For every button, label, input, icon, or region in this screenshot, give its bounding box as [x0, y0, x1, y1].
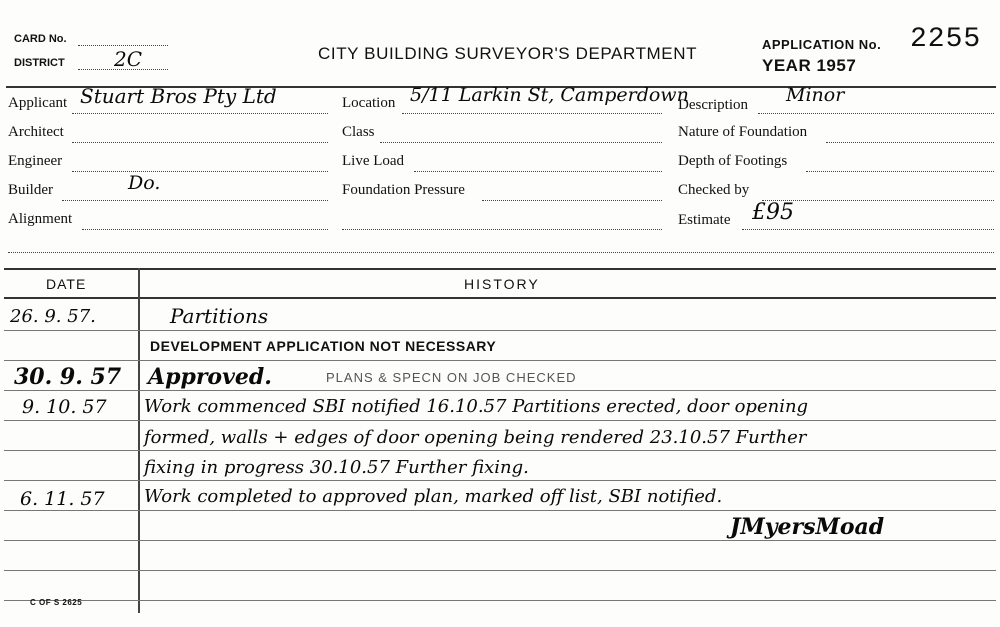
date-column-divider: [138, 268, 140, 613]
entry-3-date: 30. 9. 57: [14, 364, 122, 390]
depth-of-footings-label: Depth of Footings: [678, 153, 788, 169]
estimate-value: £95: [752, 200, 794, 225]
inspector-signature: JMyersMoad: [730, 514, 885, 540]
live-load-label: Live Load: [342, 153, 405, 169]
entry-5-text: Work completed to approved plan, marked off list, SBI notified.: [144, 486, 723, 507]
date-header: DATE: [46, 276, 87, 292]
entry-1-text: Partitions: [170, 304, 269, 328]
entry-4-date: 9. 10. 57: [22, 396, 107, 418]
foundation-pressure-label: Foundation Pressure: [342, 182, 465, 198]
class-label: Class: [342, 124, 375, 140]
application-no-value: 2255: [910, 24, 982, 55]
location-label: Location: [342, 95, 396, 111]
district-value: 2C: [114, 47, 143, 71]
district-label: DISTRICT: [14, 57, 65, 69]
engineer-label: Engineer: [8, 153, 63, 169]
builder-label: Builder: [8, 182, 53, 198]
architect-label: Architect: [8, 124, 64, 140]
alignment-label: Alignment: [8, 211, 73, 227]
estimate-label: Estimate: [678, 212, 731, 228]
history-header: HISTORY: [464, 276, 540, 292]
location-value: 5/11 Larkin St, Camperdown: [410, 84, 689, 106]
description-label: Description: [678, 97, 748, 113]
card-no-label: CARD No.: [14, 33, 67, 45]
applicant-label: Applicant: [8, 95, 68, 111]
checked-by-label: Checked by: [678, 182, 750, 198]
nature-of-foundation-label: Nature of Foundation: [678, 124, 808, 140]
entry-4-text: Work commenced SBI notified 16.10.57 Partitions erected, door opening: [144, 396, 809, 417]
entry-5-date: 6. 11. 57: [20, 488, 105, 510]
entry-2-text: DEVELOPMENT APPLICATION NOT NECESSARY: [150, 338, 497, 354]
builder-value: Do.: [128, 172, 161, 194]
department-title: CITY BUILDING SURVEYOR'S DEPARTMENT: [318, 44, 698, 63]
entry-3-text: Approved.: [148, 364, 272, 390]
applicant-value: Stuart Bros Pty Ltd: [80, 84, 277, 108]
plans-checked-stamp: PLANS & SPECN ON JOB CHECKED: [326, 370, 577, 385]
application-no-label: APPLICATION No.: [762, 37, 882, 52]
form-code: C OF S 2625: [30, 598, 83, 607]
entry-1-date: 26. 9. 57.: [10, 306, 96, 327]
year-label: YEAR 1957: [762, 56, 857, 75]
description-value: Minor: [786, 84, 845, 106]
entry-4-continued-1: formed, walls + edges of door opening being rendered 23.10.57 Further: [144, 427, 807, 448]
entry-4-continued-2: fixing in progress 30.10.57 Further fixing.: [144, 457, 529, 478]
